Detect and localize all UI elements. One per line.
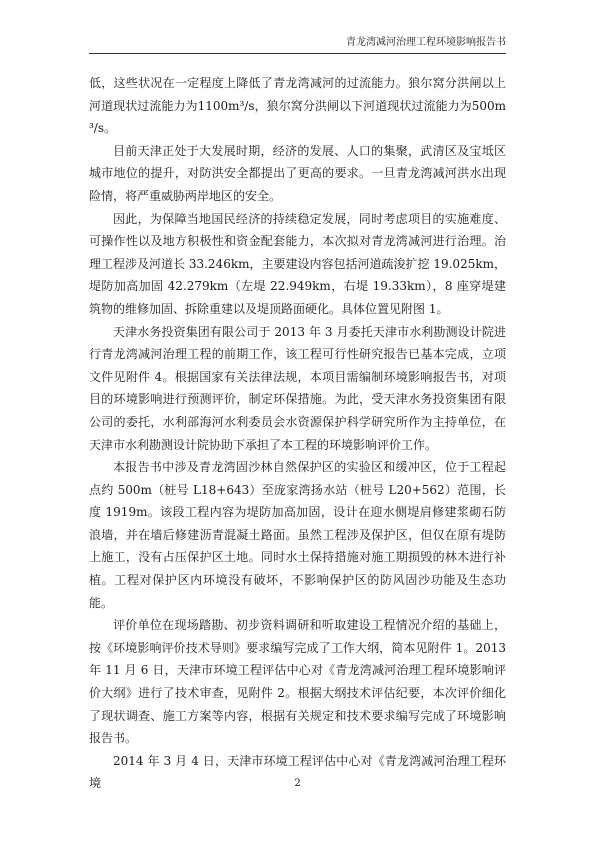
paragraph: 2014 年 3 月 4 日，天津市环境工程评估中心对《青龙湾减河治理工程环境 (89, 753, 506, 791)
body-text (89, 72, 506, 795)
paragraph: 天津水务投资集团有限公司于 2013 年 3 月委托天津市水利勘测设计院进行青龙湾减河治理工程的前期工作，该工程可行性研究报告已基本完成，立项文件见附件 4。根据国家有关法律法规，本项目需编制环境影响报告书，对项目的环境影响进行预测评价，制定环保措施。为此，受天津水务投资集团有限公司的委托，水利部海河水利委员会水资源保护科学研究所作为主持单位，在天津市水利勘测设计院协助下承担了本工程的环境影响评价工作。 (89, 324, 506, 452)
paragraph: 评价单位在现场踏勘、初步资料调研和听取建设工程情况介绍的基础上，按《环境影响评价技术导则》要求编写完成了工作大纲，简本见附件 1。2013 年 11 月 6 日，天津市环境工程评估中心对《青龙湾减河治理工程环境影响评价大纲》进行了技术审查，见附件 2。根据大纲技术评估纪要，本次评价细化了现状调查、施工方案等内容，根据有关规定和技术要求编写完成了环境影响报告书。 (89, 618, 506, 746)
running-header: 青龙湾减河治理工程环境影响报告书 (89, 36, 506, 54)
page-number: 2 (294, 778, 301, 789)
paragraph: 目前天津正处于大发展时期，经济的发展、人口的集聚，武清区及宝坻区城市地位的提升，对防洪安全都提出了更高的要求。一旦青龙湾减河洪水出现险情，将严重威胁两岸地区的安全。 (89, 143, 506, 203)
paragraph: 低，这些状况在一定程度上降低了青龙湾减河的过流能力。狼尔窝分洪闸以上河道现状过流能力为1100m³/s，狼尔窝分洪闸以下河道现状过流能力为500m³/s。 (89, 76, 506, 136)
paragraph: 因此，为保障当地国民经济的持续稳定发展，同时考虑项目的实施难度、可操作性以及地方积极性和资金配套能力，本次拟对青龙湾减河进行治理。治理工程涉及河道长 33.246km，主要建设内容包括河道疏浚扩挖 19.025km，堤防加高加固 42.279km（左堤 22.949km，右堤 19.33km），8 座穿堤建筑物的维修加固、拆除重建以及堤顶路面硬化。具体位置见附图 1。 (89, 211, 506, 316)
paragraph: 本报告书中涉及青龙湾固沙林自然保护区的实验区和缓冲区，位于工程起点约 500m（桩号 L18+643）至庞家湾扬水站（桩号 L20+562）范围，长度 1919m。该段工程内容为堤防加高加固，设计在迎水侧堤肩修建浆砌石防浪墙，并在墙后修建沥青混凝土路面。虽然工程涉及保护区，但仅在原有堤防上施工，没有占压保护区土地。同时水土保持措施对施工期损毁的林木进行补植。工程对保护区内环境没有破坏，不影响保护区的防风固沙功能及生态功能。 (89, 460, 506, 610)
